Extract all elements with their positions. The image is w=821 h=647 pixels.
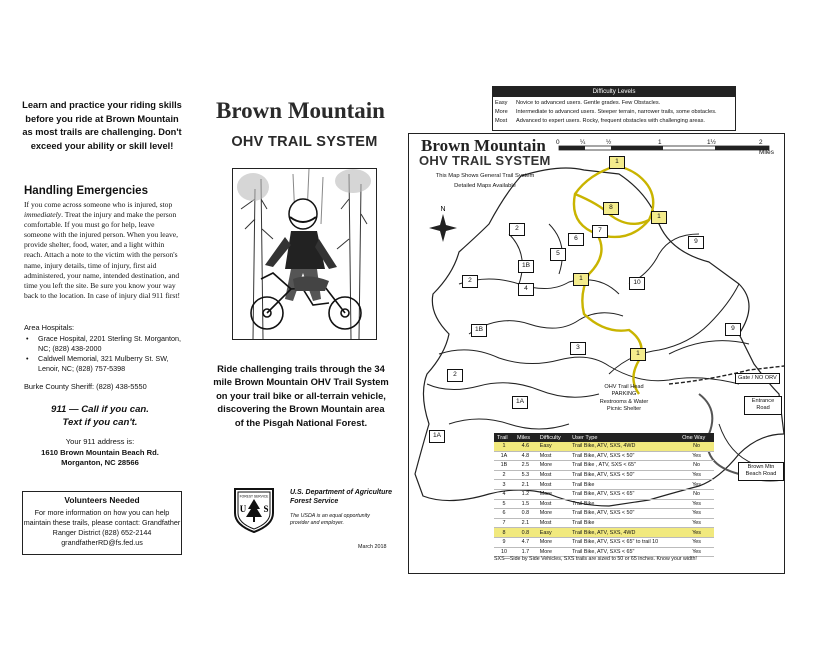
entrance-road-label <box>744 396 782 415</box>
map-title: Brown Mountain <box>421 136 546 155</box>
entrance-line: Road <box>756 405 770 412</box>
header-difficulty: Difficulty <box>537 433 569 442</box>
trail-cell: 1A <box>494 451 514 461</box>
trail-cell: 2 <box>494 470 514 480</box>
trail-marker: 1A <box>512 396 528 409</box>
brochure-subtitle: OHV TRAIL SYSTEM <box>231 134 378 150</box>
user-type-cell: Trail Bike, ATV, SXS < 65" <box>569 547 679 557</box>
trail-marker: 1B <box>518 260 534 273</box>
miles-cell: 1.5 <box>514 499 537 509</box>
trail-line <box>469 313 623 334</box>
one-way-cell: Yes <box>679 480 714 490</box>
table-footnote: SXS—Side by Side Vehicles, SXS trails are sized to 50 or 65 inches. Know your width! <box>494 556 697 562</box>
trail-marker: 1B <box>471 324 487 337</box>
miles-cell: 1.7 <box>514 547 537 557</box>
one-way-cell: No <box>679 442 714 451</box>
trail-cell: 8 <box>494 528 514 538</box>
header-trail: Trail <box>494 433 514 442</box>
volunteers-text: For more information on how you can help maintain these trails, please contact: Grandfather Ranger District (828) 652-2144 grandfatherRD@fs.fed.us <box>23 508 181 547</box>
shield-letter-u: U <box>239 504 247 514</box>
emergencies-body: . Treat the injury and make the person comfortable. If you must go for help, leave someone with the injured person. When you leave, provide shelter, food, water, and a light within reach. Attach a note to the victim with the person's name, injury details, time of injury, first aid administered, your name, intended destination, and time you left the site. Be sure you know your way back to the location. In case of injury dial 911 first! <box>24 210 180 300</box>
table-row <box>494 470 714 480</box>
forest-service-shield <box>233 485 275 533</box>
table-row <box>494 451 714 461</box>
one-way-cell: Yes <box>679 547 714 557</box>
shield-top-text: FOREST SERVICE <box>239 494 269 499</box>
difficulty-cell: Most <box>537 499 569 509</box>
trail-marker: 1A <box>429 430 445 443</box>
difficulty-desc: Novice to advanced users. Gentle grades. Few Obstacles. <box>516 100 661 106</box>
emergencies-heading: Handling Emergencies <box>24 185 148 197</box>
trail-marker: 10 <box>629 277 645 290</box>
trailhead-line: OHV Trail Head <box>604 384 644 390</box>
trail-cell: 1B <box>494 461 514 471</box>
hospital-item: • Grace Hospital, 2201 Sterling St. Morganton, NC; (828) 438-2000 <box>24 334 184 353</box>
user-type-cell: Trail Bike , ATV, SXS < 65" <box>569 461 679 471</box>
user-type-cell: Trail Bike, ATV, SXS, 4WD <box>569 442 679 451</box>
trail-marker: 6 <box>568 233 584 246</box>
difficulty-desc: Intermediate to advanced users. Steeper terrain, narrower trails, some obstacles. <box>516 109 717 115</box>
difficulty-title: Difficulty Levels <box>493 87 735 97</box>
one-way-cell: No <box>679 489 714 499</box>
difficulty-row <box>495 100 660 106</box>
table-row <box>494 480 714 490</box>
trail-marker: 1 <box>609 156 625 169</box>
forest-service-line: Forest Service <box>290 498 339 505</box>
header-user-type: User Type <box>569 433 679 442</box>
one-way-cell: Yes <box>679 451 714 461</box>
trail-marker: 7 <box>592 225 608 238</box>
trail-table-body <box>494 442 714 557</box>
user-type-cell: Trail Bike, ATV, SXS < 65" <box>569 489 679 499</box>
trail-cell: 3 <box>494 480 514 490</box>
difficulty-legend <box>492 86 736 131</box>
trail-table <box>494 433 714 557</box>
one-way-cell: Yes <box>679 509 714 519</box>
header-one-way: One Way <box>679 433 714 442</box>
trail-marker: 4 <box>518 283 534 296</box>
call-911 <box>24 403 176 429</box>
one-way-cell: Yes <box>679 537 714 547</box>
shield-letter-s: S <box>263 504 269 514</box>
one-way-cell: Yes <box>679 470 714 480</box>
difficulty-level: More <box>495 109 508 115</box>
difficulty-cell: Easy <box>537 442 569 451</box>
difficulty-level: Easy <box>495 100 508 106</box>
trail-marker: 3 <box>570 342 586 355</box>
table-row <box>494 461 714 471</box>
miles-cell: 2.1 <box>514 518 537 528</box>
ride-description: Ride challenging trails through the 34 mile Brown Mountain OHV Trail System on your trail bike or all-terrain vehicle, discovering the Brown Mountain area of the Pisgah National Forest. <box>213 363 389 428</box>
trail-line <box>459 279 619 294</box>
compass-n: N <box>440 206 446 213</box>
sheriff-phone: Burke County Sheriff: (828) 438-5550 <box>24 382 147 391</box>
usda-line: U.S. Department of Agriculture <box>290 489 393 496</box>
user-type-cell: Trail Bike, ATV, SXS < 65" to trail 10 <box>569 537 679 547</box>
trail-line <box>449 419 569 429</box>
left-panel <box>0 0 200 647</box>
hospital-list <box>24 334 184 374</box>
trail-cell: 10 <box>494 547 514 557</box>
table-row <box>494 442 714 451</box>
difficulty-level: Most <box>495 118 508 124</box>
table-row <box>494 489 714 499</box>
trail-cell: 5 <box>494 499 514 509</box>
emergencies-text <box>24 200 180 301</box>
trail-marker: 2 <box>447 369 463 382</box>
scale-label: ½ <box>606 139 612 146</box>
difficulty-cell: Most <box>537 451 569 461</box>
difficulty-cell: Most <box>537 480 569 490</box>
user-type-cell: Trail Bike, ATV, SXS < 50" <box>569 451 679 461</box>
address-911 <box>24 437 176 469</box>
user-type-cell: Trail Bike <box>569 518 679 528</box>
map-note <box>430 171 540 191</box>
address-city: Morganton, NC 28566 <box>61 458 139 468</box>
hospital-item: • Caldwell Memorial, 321 Mulberry St. SW, Lenoir, NC; (828) 757-5398 <box>24 354 184 373</box>
user-type-cell: Trail Bike, ATV, SXS < 50" <box>569 470 679 480</box>
volunteers-box <box>22 491 182 555</box>
emergencies-emphasis: immediately <box>24 210 62 220</box>
map-note-line: Detailed Maps Available <box>454 183 516 189</box>
scale-label: 2 <box>759 139 763 146</box>
miles-cell: 4.8 <box>514 451 537 461</box>
trail-marker: 9 <box>688 236 704 249</box>
rider-illustration <box>232 168 377 340</box>
compass-rose <box>429 206 457 242</box>
trail-marker: 8 <box>603 202 619 215</box>
usda-note: The USDA is an equal opportunity provider and employer. <box>290 513 370 526</box>
miles-cell: 0.8 <box>514 509 537 519</box>
trail-marker: 1 <box>630 348 646 361</box>
emergencies-lead: If you come across someone who is injured, stop <box>24 200 173 209</box>
trailhead-line: Restrooms & Water <box>599 398 649 405</box>
trail-cell: 1 <box>494 442 514 451</box>
miles-cell: 2.1 <box>514 480 537 490</box>
volunteers-title: Volunteers Needed <box>64 495 140 505</box>
scale-label: 0 <box>556 139 560 146</box>
trail-line <box>439 350 739 384</box>
usda-label <box>290 488 392 506</box>
trail-cell: 4 <box>494 489 514 499</box>
miles-cell: 2.5 <box>514 461 537 471</box>
difficulty-cell: More <box>537 547 569 557</box>
call-line: 911 — Call if you can. <box>51 404 149 415</box>
one-way-cell: Yes <box>679 518 714 528</box>
print-date: March 2018 <box>358 544 387 550</box>
difficulty-cell: Most <box>537 470 569 480</box>
trailhead-label <box>598 384 650 414</box>
address-line: 1610 Brown Mountain Beach Rd. <box>41 447 159 457</box>
scale-unit: Miles <box>759 149 774 156</box>
difficulty-desc: Advanced to expert users. Rocky, frequent obstacles with challenging areas. <box>516 118 705 124</box>
entrance-line: Entrance <box>751 398 775 404</box>
table-row <box>494 499 714 509</box>
difficulty-cell: More <box>537 509 569 519</box>
trail-marker: 5 <box>550 248 566 261</box>
intro-text: Learn and practice your riding skills before you ride at Brown Mountain as most trails are challenging. Don't exceed your ability or skill level! <box>22 100 182 151</box>
trail-cell: 7 <box>494 518 514 528</box>
beach-road <box>719 424 754 464</box>
one-way-cell: Yes <box>679 528 714 538</box>
difficulty-cell: More <box>537 461 569 471</box>
scale-label: 1 <box>658 139 662 146</box>
one-way-cell: No <box>679 461 714 471</box>
address-label: Your 911 address is: <box>65 437 135 446</box>
user-type-cell: Trail Bike <box>569 499 679 509</box>
difficulty-cell: Most <box>537 518 569 528</box>
trail-cell: 9 <box>494 537 514 547</box>
miles-cell: 1.2 <box>514 489 537 499</box>
table-row <box>494 528 714 538</box>
difficulty-cell: Easy <box>537 528 569 538</box>
user-type-cell: Trail Bike, ATV, SXS < 50" <box>569 509 679 519</box>
beach-road-label <box>738 462 784 481</box>
hospitals-title: Area Hospitals: <box>24 323 75 332</box>
beach-line: Brown Mtn <box>747 464 775 470</box>
difficulty-cell: More <box>537 489 569 499</box>
text-line: Text if you can't. <box>62 417 138 428</box>
miles-cell: 5.3 <box>514 470 537 480</box>
map-note-line: This Map Shows General Trail System <box>435 173 535 179</box>
trail-1-route <box>582 234 641 394</box>
trail-marker: 1 <box>651 211 667 224</box>
table-row <box>494 537 714 547</box>
user-type-cell: Trail Bike, ATV, SXS, 4WD <box>569 528 679 538</box>
miles-cell: 4.7 <box>514 537 537 547</box>
rider-drawing <box>233 169 376 339</box>
trailhead-line: PARKING <box>611 391 637 398</box>
trailhead-line: Picnic Shelter <box>606 406 642 413</box>
gate-label: Gate / NO ORV <box>735 373 780 384</box>
trail-cell: 6 <box>494 509 514 519</box>
miles-cell: 4.6 <box>514 442 537 451</box>
scale-label: 1½ <box>707 139 716 146</box>
difficulty-row <box>495 109 717 115</box>
trail-marker: 2 <box>509 223 525 236</box>
trail-marker: 1 <box>573 273 589 286</box>
shield-logo <box>233 485 275 533</box>
miles-cell: 0.8 <box>514 528 537 538</box>
table-header-row <box>494 433 714 442</box>
table-row <box>494 518 714 528</box>
header-miles: Miles <box>514 433 537 442</box>
one-way-cell: Yes <box>679 499 714 509</box>
difficulty-row <box>495 118 705 124</box>
beach-line: Beach Road <box>745 471 777 478</box>
scale-bar <box>559 146 769 150</box>
map-subtitle: OHV TRAIL SYSTEM <box>419 153 551 168</box>
user-type-cell: Trail Bike <box>569 480 679 490</box>
brochure-title: Brown Mountain <box>216 98 385 123</box>
table-row <box>494 509 714 519</box>
trail-marker: 2 <box>462 275 478 288</box>
scale-label: ¼ <box>580 139 586 146</box>
trail-marker: 9 <box>725 323 741 336</box>
difficulty-cell: More <box>537 537 569 547</box>
